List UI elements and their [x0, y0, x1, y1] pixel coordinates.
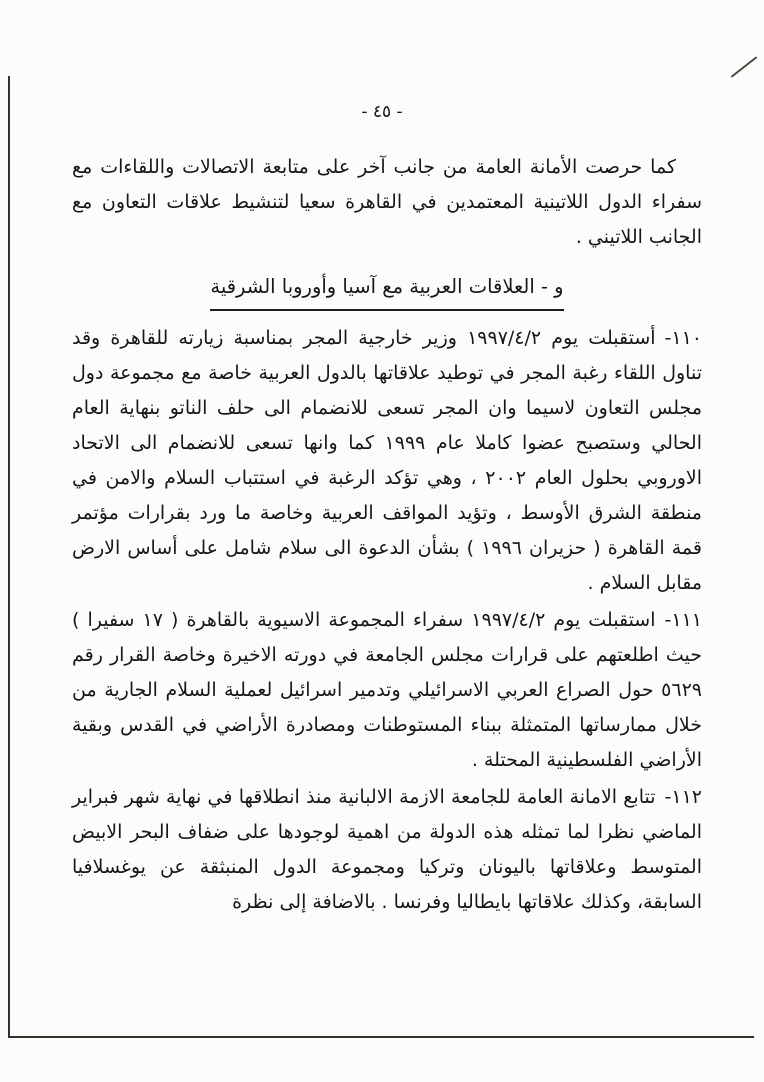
- numbered-item-112: [72, 780, 702, 920]
- intro-paragraph: كما حرصت الأمانة العامة من جانب آخر على متابعة الاتصالات واللقاءات مع سفراء الدول اللاتينية المعتمدين في القاهرة سعيا لتنشيط علاقات التعاون مع الجانب اللاتيني .: [72, 156, 702, 248]
- section-heading-row: [72, 269, 702, 311]
- scan-artifact-bottom-edge: [8, 1036, 754, 1038]
- page-number: - ٤٥ -: [361, 102, 403, 122]
- item-number: ١١٢-: [664, 786, 702, 808]
- item-number: ١١١-: [664, 609, 702, 631]
- scan-artifact-corner-mark: [731, 56, 757, 77]
- numbered-item-111: [72, 603, 702, 778]
- scan-artifact-left-edge: [8, 76, 10, 1038]
- item-number: ١١٠-: [664, 327, 703, 349]
- item-text: أستقبلت يوم ١٩٩٧/٤/٢ وزير خارجية المجر بمناسبة زيارته للقاهرة وقد تناول اللقاء رغبة المجر في توطيد علاقاتها بالدول العربية خاصة مع مجموعة دول مجلس التعاون لاسيما وان المجر تسعى للانضمام الى حلف الناتو بنهاية العام الحالي وستصبح عضوا كاملا عام ١٩٩٩ كما وانها تسعى للانضمام الى الاتحاد الاوروبي بحلول العام ٢٠٠٢ ، وهي تؤكد الرغبة في استتباب السلام والامن في منطقة الشرق الأوسط ، وتؤيد المواقف العربية وخاصة ما ورد بقرارات مؤتمر قمة القاهرة ( حزيران ١٩٩٦ ) بشأن الدعوة الى سلام شامل على أساس الارض مقابل السلام .: [72, 327, 702, 594]
- item-text: تتابع الامانة العامة للجامعة الازمة الالبانية منذ انطلاقها في نهاية شهر فبراير الماضي نظرا لما تمثله هذه الدولة من اهمية لوجودها على ضفاف البحر الابيض المتوسط وعلاقاتها باليونان وتركيا ومجموعة الدول المنبثقة عن يوغسلافيا السابقة، وكذلك علاقاتها بايطاليا وفرنسا . بالاضافة إلى نظرة: [72, 786, 702, 913]
- section-heading: و - العلاقات العربية مع آسيا وأوروبا الشرقية: [210, 269, 563, 311]
- document-body: [72, 150, 702, 922]
- numbered-item-110: [72, 321, 702, 601]
- item-text: استقبلت يوم ١٩٩٧/٤/٢ سفراء المجموعة الاسيوية بالقاهرة ( ١٧ سفيرا ) حيث اطلعتهم على قرارات مجلس الجامعة في دورته الاخيرة وخاصة القرار رقم ٥٦٢٩ حول الصراع العربي الاسرائيلي وتدمير اسرائيل لعملية السلام الجارية من خلال ممارساتها المتمثلة ببناء المستوطنات ومصادرة الأراضي في القدس وبقية الأراضي الفلسطينية المحتلة .: [72, 609, 702, 771]
